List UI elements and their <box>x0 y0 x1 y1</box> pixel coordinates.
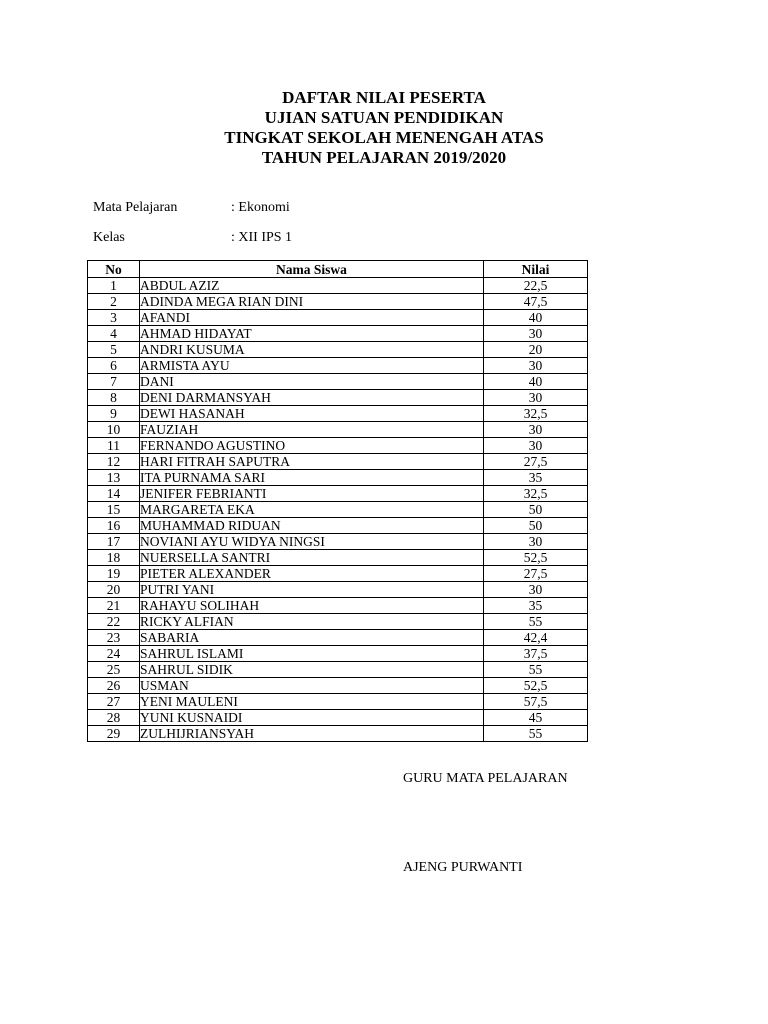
table-row <box>88 342 588 358</box>
table-row <box>88 550 588 566</box>
class-value: : XII IPS 1 <box>231 230 293 245</box>
table-row <box>88 390 588 406</box>
student-name: SAHRUL ISLAMI <box>140 646 484 662</box>
student-name: MUHAMMAD RIDUAN <box>140 518 484 534</box>
row-number: 29 <box>88 726 140 742</box>
document-title <box>0 88 768 168</box>
row-number: 19 <box>88 566 140 582</box>
table-row <box>88 694 588 710</box>
row-number: 26 <box>88 678 140 694</box>
row-number: 5 <box>88 342 140 358</box>
table-row <box>88 598 588 614</box>
student-name: NOVIANI AYU WIDYA NINGSI <box>140 534 484 550</box>
row-number: 3 <box>88 310 140 326</box>
table-row <box>88 422 588 438</box>
row-number: 8 <box>88 390 140 406</box>
student-name: ZULHIJRIANSYAH <box>140 726 484 742</box>
row-number: 22 <box>88 614 140 630</box>
score-table <box>87 260 588 742</box>
table-row <box>88 358 588 374</box>
row-number: 12 <box>88 454 140 470</box>
table-row <box>88 678 588 694</box>
student-score: 52,5 <box>484 678 588 694</box>
student-name: RICKY ALFIAN <box>140 614 484 630</box>
student-name: DENI DARMANSYAH <box>140 390 484 406</box>
row-number: 9 <box>88 406 140 422</box>
table-row <box>88 710 588 726</box>
table-row <box>88 630 588 646</box>
student-name: AFANDI <box>140 310 484 326</box>
subject-value: : Ekonomi <box>231 200 290 215</box>
row-number: 27 <box>88 694 140 710</box>
student-score: 45 <box>484 710 588 726</box>
table-row <box>88 534 588 550</box>
student-name: YUNI KUSNAIDI <box>140 710 484 726</box>
table-row <box>88 518 588 534</box>
table-row <box>88 646 588 662</box>
student-score: 35 <box>484 598 588 614</box>
title-line-3: TINGKAT SEKOLAH MENENGAH ATAS <box>224 128 544 147</box>
student-name: AHMAD HIDAYAT <box>140 326 484 342</box>
student-name: ABDUL AZIZ <box>140 278 484 294</box>
student-score: 40 <box>484 374 588 390</box>
table-row <box>88 454 588 470</box>
table-row <box>88 406 588 422</box>
student-name: NUERSELLA SANTRI <box>140 550 484 566</box>
row-number: 25 <box>88 662 140 678</box>
student-score: 55 <box>484 614 588 630</box>
student-score: 30 <box>484 534 588 550</box>
student-score: 22,5 <box>484 278 588 294</box>
student-name: FAUZIAH <box>140 422 484 438</box>
student-name: PIETER ALEXANDER <box>140 566 484 582</box>
student-score: 55 <box>484 726 588 742</box>
row-number: 11 <box>88 438 140 454</box>
row-number: 4 <box>88 326 140 342</box>
row-number: 24 <box>88 646 140 662</box>
student-score: 27,5 <box>484 566 588 582</box>
row-number: 1 <box>88 278 140 294</box>
student-score: 30 <box>484 582 588 598</box>
student-score: 27,5 <box>484 454 588 470</box>
class-row <box>93 230 292 246</box>
student-score: 57,5 <box>484 694 588 710</box>
student-score: 32,5 <box>484 406 588 422</box>
row-number: 18 <box>88 550 140 566</box>
student-name: DEWI HASANAH <box>140 406 484 422</box>
student-score: 50 <box>484 502 588 518</box>
student-name: DANI <box>140 374 484 390</box>
student-name: USMAN <box>140 678 484 694</box>
table-row <box>88 294 588 310</box>
student-score: 40 <box>484 310 588 326</box>
header-score: Nilai <box>484 261 588 278</box>
class-label: Kelas <box>93 230 125 245</box>
student-name: RAHAYU SOLIHAH <box>140 598 484 614</box>
table-body <box>88 278 588 742</box>
student-score: 30 <box>484 438 588 454</box>
student-name: FERNANDO AGUSTINO <box>140 438 484 454</box>
table-row <box>88 566 588 582</box>
row-number: 20 <box>88 582 140 598</box>
header-no: No <box>88 261 140 278</box>
student-score: 20 <box>484 342 588 358</box>
student-score: 37,5 <box>484 646 588 662</box>
table-row <box>88 502 588 518</box>
student-name: JENIFER FEBRIANTI <box>140 486 484 502</box>
header-name: Nama Siswa <box>140 261 484 278</box>
row-number: 7 <box>88 374 140 390</box>
row-number: 16 <box>88 518 140 534</box>
table-row <box>88 438 588 454</box>
row-number: 23 <box>88 630 140 646</box>
table-row <box>88 278 588 294</box>
student-name: ITA PURNAMA SARI <box>140 470 484 486</box>
student-score: 30 <box>484 358 588 374</box>
row-number: 17 <box>88 534 140 550</box>
table-row <box>88 470 588 486</box>
student-name: SABARIA <box>140 630 484 646</box>
student-name: ARMISTA AYU <box>140 358 484 374</box>
student-name: ADINDA MEGA RIAN DINI <box>140 294 484 310</box>
student-score: 30 <box>484 326 588 342</box>
title-line-4: TAHUN PELAJARAN 2019/2020 <box>261 148 507 167</box>
title-line-2: UJIAN SATUAN PENDIDIKAN <box>264 108 504 127</box>
table-row <box>88 662 588 678</box>
table-header-row <box>88 261 588 278</box>
row-number: 10 <box>88 422 140 438</box>
student-score: 47,5 <box>484 294 588 310</box>
student-score: 30 <box>484 422 588 438</box>
student-name: PUTRI YANI <box>140 582 484 598</box>
row-number: 13 <box>88 470 140 486</box>
table-row <box>88 374 588 390</box>
student-score: 32,5 <box>484 486 588 502</box>
student-score: 50 <box>484 518 588 534</box>
student-score: 30 <box>484 390 588 406</box>
signature-name: AJENG PURWANTI <box>403 860 523 875</box>
row-number: 14 <box>88 486 140 502</box>
student-score: 35 <box>484 470 588 486</box>
table-row <box>88 310 588 326</box>
subject-row <box>93 200 290 216</box>
table-row <box>88 614 588 630</box>
student-score: 52,5 <box>484 550 588 566</box>
subject-label: Mata Pelajaran <box>93 200 178 215</box>
row-number: 2 <box>88 294 140 310</box>
row-number: 21 <box>88 598 140 614</box>
table-row <box>88 326 588 342</box>
table-row <box>88 486 588 502</box>
table-row <box>88 582 588 598</box>
title-line-1: DAFTAR NILAI PESERTA <box>282 88 486 107</box>
table-row <box>88 726 588 742</box>
row-number: 6 <box>88 358 140 374</box>
student-name: SAHRUL SIDIK <box>140 662 484 678</box>
student-name: YENI MAULENI <box>140 694 484 710</box>
student-name: ANDRI KUSUMA <box>140 342 484 358</box>
row-number: 28 <box>88 710 140 726</box>
student-score: 42,4 <box>484 630 588 646</box>
student-name: MARGARETA EKA <box>140 502 484 518</box>
student-name: HARI FITRAH SAPUTRA <box>140 454 484 470</box>
row-number: 15 <box>88 502 140 518</box>
signature-title: GURU MATA PELAJARAN <box>403 771 568 786</box>
student-score: 55 <box>484 662 588 678</box>
